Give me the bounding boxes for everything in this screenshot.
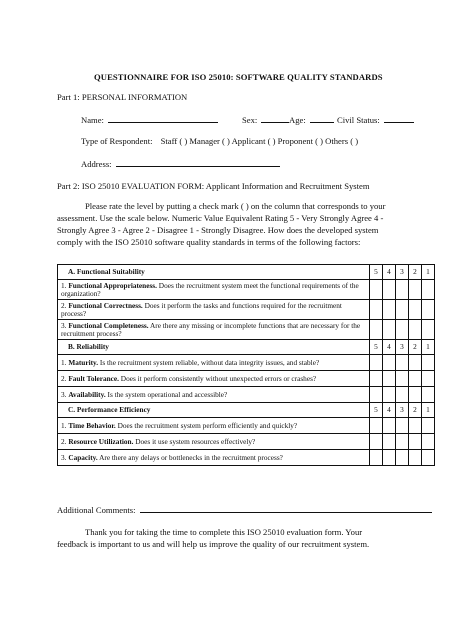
scale-header: 1	[422, 340, 435, 355]
rating-cell[interactable]	[370, 320, 383, 340]
rating-cell[interactable]	[422, 280, 435, 300]
question-row	[58, 371, 435, 387]
scale-header: 2	[409, 265, 422, 280]
question-text: 1. Functional Appropriateness. Does the recruitment system meet the functional requirements of the organization?	[58, 280, 370, 300]
section-header-row	[58, 265, 435, 280]
question-row	[58, 300, 435, 320]
respondent-options[interactable]: Staff ( ) Manager ( ) Applicant ( ) Proponent ( ) Others ( )	[160, 136, 359, 146]
rating-cell[interactable]	[383, 434, 396, 450]
rating-cell[interactable]	[370, 434, 383, 450]
age-field-row	[289, 114, 334, 125]
instructions-line: comply with the ISO 25010 software quality standards in terms of the following factors:	[57, 237, 361, 247]
civil-status-blank[interactable]	[384, 114, 414, 123]
question-row	[58, 320, 435, 340]
section-header-row	[58, 340, 435, 355]
rating-cell[interactable]	[396, 355, 409, 371]
rating-cell[interactable]	[383, 320, 396, 340]
instructions-line: Please rate the level by putting a check mark ( ) on the column that corresponds to your	[85, 201, 386, 211]
question-row	[58, 418, 435, 434]
rating-cell[interactable]	[396, 300, 409, 320]
rating-cell[interactable]	[370, 450, 383, 466]
closing-paragraph	[57, 526, 437, 550]
scale-header: 1	[422, 403, 435, 418]
scale-header: 3	[396, 265, 409, 280]
instructions-line: Strongly Agree 3 - Agree 2 - Disagree 1 - Strongly Disagree. How does the developed system	[57, 225, 379, 235]
rating-cell[interactable]	[409, 280, 422, 300]
question-text: 3. Availability. Is the system operational and accessible?	[58, 387, 370, 403]
scale-header: 4	[383, 265, 396, 280]
rating-cell[interactable]	[422, 320, 435, 340]
question-row	[58, 280, 435, 300]
rating-cell[interactable]	[409, 434, 422, 450]
question-text: 1. Time Behavior. Does the recruitment system perform efficiently and quickly?	[58, 418, 370, 434]
sex-field-row	[242, 114, 289, 125]
rating-cell[interactable]	[422, 434, 435, 450]
closing-line: Thank you for taking the time to complete this ISO 25010 evaluation form. Your	[85, 527, 363, 537]
scale-header: 4	[383, 403, 396, 418]
rating-cell[interactable]	[383, 280, 396, 300]
question-text: 2. Functional Correctness. Does it perform the tasks and functions required for the recruitment process?	[58, 300, 370, 320]
rating-cell[interactable]	[422, 418, 435, 434]
instructions-paragraph	[57, 200, 437, 248]
sex-label: Sex:	[242, 115, 258, 125]
question-text: 2. Resource Utilization. Does it use system resources effectively?	[58, 434, 370, 450]
rating-cell[interactable]	[409, 300, 422, 320]
rating-cell[interactable]	[422, 450, 435, 466]
rating-cell[interactable]	[396, 450, 409, 466]
rating-cell[interactable]	[383, 355, 396, 371]
rating-cell[interactable]	[396, 418, 409, 434]
additional-comments-blank[interactable]	[140, 504, 432, 513]
rating-cell[interactable]	[422, 355, 435, 371]
question-text: 3. Capacity. Are there any delays or bottlenecks in the recruitment process?	[58, 450, 370, 466]
scale-header: 5	[370, 340, 383, 355]
sex-blank[interactable]	[261, 114, 289, 123]
rating-cell[interactable]	[409, 355, 422, 371]
rating-cell[interactable]	[383, 450, 396, 466]
age-label: Age:	[289, 115, 306, 125]
section-label: C. Performance Efficiency	[58, 403, 370, 418]
scale-header: 3	[396, 403, 409, 418]
rating-cell[interactable]	[409, 320, 422, 340]
rating-cell[interactable]	[396, 280, 409, 300]
rating-cell[interactable]	[383, 418, 396, 434]
question-row	[58, 450, 435, 466]
additional-comments-row	[57, 504, 432, 515]
instructions-line: assessment. Use the scale below. Numeric Value Equivalent Rating 5 - Very Strongly Agree 4 -	[57, 213, 384, 223]
name-label: Name:	[81, 115, 104, 125]
scale-header: 3	[396, 340, 409, 355]
rating-cell[interactable]	[370, 300, 383, 320]
additional-comments-label: Additional Comments:	[57, 505, 136, 515]
document-title: QUESTIONNAIRE FOR ISO 25010: SOFTWARE QUALITY STANDARDS	[94, 72, 383, 82]
section-label: B. Reliability	[58, 340, 370, 355]
rating-cell[interactable]	[409, 387, 422, 403]
question-row	[58, 434, 435, 450]
section-header-row	[58, 403, 435, 418]
evaluation-table	[57, 264, 435, 466]
part1-heading: Part 1: PERSONAL INFORMATION	[57, 92, 188, 102]
question-text: 1. Maturity. Is the recruitment system reliable, without data integrity issues, and stable?	[58, 355, 370, 371]
scale-header: 5	[370, 265, 383, 280]
rating-cell[interactable]	[409, 450, 422, 466]
rating-cell[interactable]	[422, 300, 435, 320]
civil-status-field-row	[337, 114, 414, 125]
rating-cell[interactable]	[370, 418, 383, 434]
question-text: 3. Functional Completeness. Are there any missing or incomplete functions that are necessary for the recruitment process?	[58, 320, 370, 340]
scale-header: 2	[409, 340, 422, 355]
rating-cell[interactable]	[409, 371, 422, 387]
rating-cell[interactable]	[396, 320, 409, 340]
respondent-label: Type of Respondent:	[81, 136, 153, 146]
scale-header: 1	[422, 265, 435, 280]
rating-cell[interactable]	[370, 387, 383, 403]
address-label: Address:	[81, 159, 112, 169]
civil-status-label: Civil Status:	[337, 115, 380, 125]
part2-heading: Part 2: ISO 25010 EVALUATION FORM: Applicant Information and Recruitment System	[57, 181, 370, 191]
question-row	[58, 387, 435, 403]
scale-header: 4	[383, 340, 396, 355]
closing-line: feedback is important to us and will help us improve the quality of our recruitment system.	[57, 539, 370, 549]
scale-header: 2	[409, 403, 422, 418]
rating-cell[interactable]	[383, 371, 396, 387]
rating-cell[interactable]	[396, 387, 409, 403]
section-label: A. Functional Suitability	[58, 265, 370, 280]
rating-cell[interactable]	[396, 434, 409, 450]
scale-header: 5	[370, 403, 383, 418]
question-row	[58, 355, 435, 371]
rating-cell[interactable]	[422, 371, 435, 387]
rating-cell[interactable]	[383, 387, 396, 403]
rating-cell[interactable]	[396, 371, 409, 387]
rating-cell[interactable]	[370, 280, 383, 300]
age-blank[interactable]	[310, 114, 334, 123]
question-text: 2. Fault Tolerance. Does it perform consistently without unexpected errors or crashes?	[58, 371, 370, 387]
rating-cell[interactable]	[383, 300, 396, 320]
name-blank[interactable]	[108, 114, 218, 123]
address-blank[interactable]	[116, 158, 280, 167]
rating-cell[interactable]	[370, 371, 383, 387]
name-field-row	[81, 114, 218, 125]
respondent-type-row	[81, 136, 358, 146]
rating-cell[interactable]	[422, 387, 435, 403]
address-field-row	[81, 158, 280, 169]
rating-cell[interactable]	[370, 355, 383, 371]
rating-cell[interactable]	[409, 418, 422, 434]
